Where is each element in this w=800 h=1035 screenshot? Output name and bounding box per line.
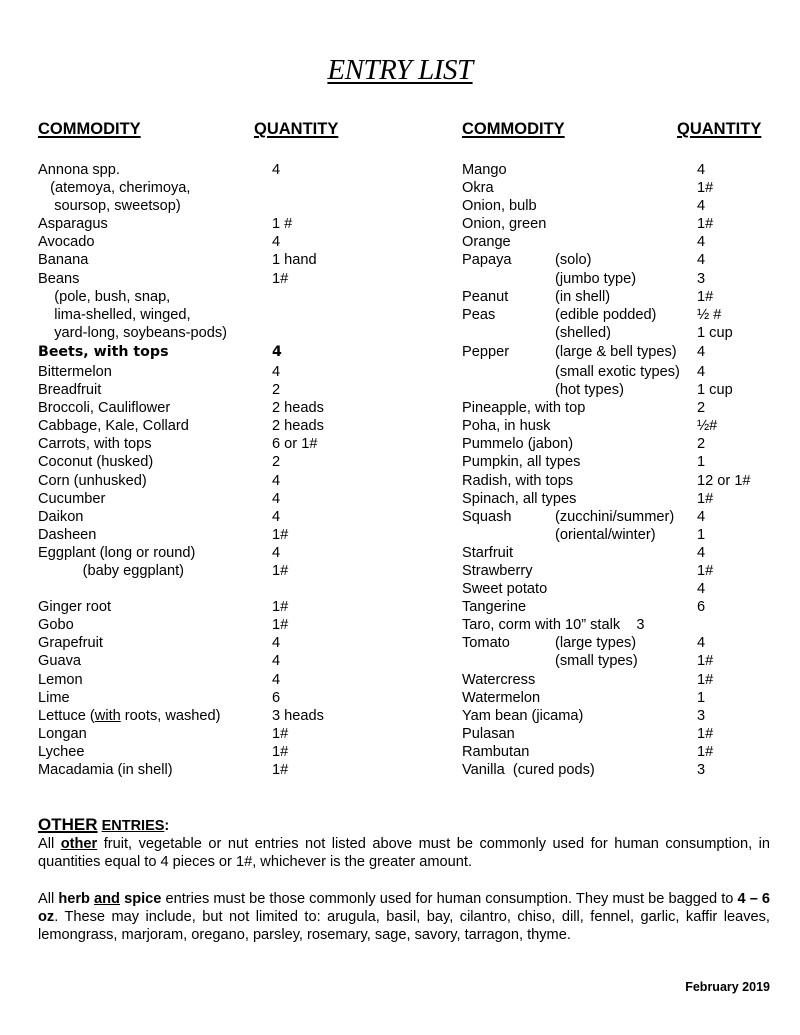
table-row bbox=[38, 453, 418, 471]
commodity-name: Annona spp. bbox=[38, 162, 120, 178]
commodity-variety: (large & bell types) bbox=[555, 343, 677, 360]
table-row bbox=[462, 671, 782, 689]
quantity-value: 1# bbox=[697, 653, 714, 670]
table-row bbox=[38, 399, 418, 417]
other-heading-small: ENTRIES bbox=[101, 818, 165, 834]
quantity-value: 1# bbox=[697, 743, 714, 760]
table-row bbox=[462, 652, 782, 670]
commodity-name: yard-long, soybeans-pods) bbox=[38, 324, 228, 341]
commodity-variety: (zucchini/summer) bbox=[555, 508, 675, 525]
table-row bbox=[38, 743, 418, 761]
table-row bbox=[462, 761, 782, 779]
table-row bbox=[462, 526, 782, 544]
table-row bbox=[38, 725, 418, 743]
table-row bbox=[38, 270, 418, 288]
commodity-name: Beans bbox=[38, 270, 80, 287]
commodity-variety: (in shell) bbox=[555, 288, 611, 305]
quantity-value: 4 bbox=[697, 581, 706, 598]
commodity-name: Carrots, with tops bbox=[38, 436, 152, 453]
page-title: ENTRY LIST bbox=[327, 54, 473, 86]
table-row bbox=[38, 580, 418, 598]
table-row bbox=[38, 544, 418, 562]
quantity-value: 1 bbox=[697, 454, 706, 471]
table-row bbox=[38, 472, 418, 490]
commodity-name: Spinach, all types bbox=[462, 490, 577, 507]
other-entries-heading bbox=[38, 815, 169, 835]
commodity-name: Mango bbox=[462, 162, 507, 178]
table-row bbox=[462, 342, 782, 363]
commodity-name: Daikon bbox=[38, 508, 84, 525]
quantity-header-right: QUANTITY bbox=[677, 120, 762, 138]
table-row bbox=[462, 453, 782, 471]
quantity-value: 4 bbox=[697, 508, 706, 525]
quantity-value: 6 bbox=[272, 689, 281, 706]
table-row bbox=[462, 743, 782, 761]
text-run: All bbox=[38, 891, 59, 907]
commodity-variety: (shelled) bbox=[555, 324, 611, 341]
table-row bbox=[38, 215, 418, 233]
commodity-name: Lychee bbox=[38, 743, 85, 760]
commodity-name: Avocado bbox=[38, 234, 95, 251]
quantity-value: 4 bbox=[272, 343, 282, 360]
quantity-value: 3 heads bbox=[272, 707, 324, 724]
table-row bbox=[462, 161, 782, 179]
quantity-value: 4 bbox=[697, 198, 706, 215]
commodity-variety: (oriental/winter) bbox=[555, 526, 656, 543]
table-row bbox=[38, 598, 418, 616]
table-row bbox=[38, 363, 418, 381]
table-row bbox=[38, 197, 418, 215]
table-row bbox=[462, 544, 782, 562]
commodity-name: Guava bbox=[38, 653, 81, 670]
quantity-value: 1 bbox=[697, 689, 706, 706]
commodity-name: Squash bbox=[462, 508, 512, 525]
left-commodity-list bbox=[38, 161, 418, 779]
table-row bbox=[38, 324, 418, 342]
table-row bbox=[462, 381, 782, 399]
commodity-name: Banana bbox=[38, 252, 89, 269]
text-run: . These may include, but not limited to: arugula, basil, bay, cilantro, chiso, dill, fennel, garlic, kaffir leaves, lemongrass, marjoram, oregano, parsley, rosemary, sage, savory, tarragon, thyme. bbox=[38, 909, 770, 944]
commodity-name: Okra bbox=[462, 180, 494, 197]
table-row bbox=[462, 233, 782, 251]
commodity-variety: (solo) bbox=[555, 252, 592, 269]
quantity-value: 3 bbox=[697, 270, 706, 287]
table-row bbox=[462, 417, 782, 435]
quantity-value: 1# bbox=[272, 725, 289, 742]
quantity-value: 4 bbox=[697, 234, 706, 251]
quantity-value: 4 bbox=[272, 671, 281, 688]
commodity-name: Lime bbox=[38, 689, 70, 706]
commodity-name: Yam bean (jicama) bbox=[462, 707, 584, 724]
commodity-name: (baby eggplant) bbox=[38, 562, 185, 579]
table-row bbox=[38, 306, 418, 324]
quantity-value: 1 cup bbox=[697, 382, 733, 399]
commodity-name bbox=[38, 707, 221, 725]
quantity-value: 12 or 1# bbox=[697, 472, 751, 489]
commodity-variety: (small types) bbox=[555, 653, 638, 670]
commodity-name: Strawberry bbox=[462, 562, 533, 579]
table-row bbox=[38, 342, 418, 363]
table-row bbox=[462, 689, 782, 707]
quantity-value: ½ # bbox=[697, 306, 722, 323]
commodity-variety: (small exotic types) bbox=[555, 363, 680, 380]
commodity-variety: (jumbo type) bbox=[555, 270, 637, 287]
commodity-name: soursop, sweetsop) bbox=[38, 198, 181, 215]
table-row bbox=[462, 616, 782, 634]
commodity-name: Pineapple, with top bbox=[462, 400, 586, 417]
commodity-name: Ginger root bbox=[38, 599, 112, 616]
table-row bbox=[462, 399, 782, 417]
commodity-name: Taro, corm with 10” stalk 3 bbox=[462, 617, 645, 634]
text-run: fruit, vegetable or nut entries not listed above must be commonly used for human consumption, in quantities equal to 4 pieces or 1#, whichever is the greater amount. bbox=[38, 836, 770, 871]
quantity-value: 2 bbox=[697, 400, 706, 417]
commodity-variety: (hot types) bbox=[555, 382, 624, 399]
text-run: Lettuce ( bbox=[38, 707, 95, 724]
commodity-name: Coconut (husked) bbox=[38, 454, 154, 471]
quantity-value: 1# bbox=[272, 526, 289, 543]
quantity-value: 4 bbox=[272, 544, 281, 561]
quantity-value: 2 heads bbox=[272, 418, 324, 435]
quantity-value: 1# bbox=[697, 562, 714, 579]
underlined-text: with bbox=[94, 707, 121, 724]
quantity-value: 1# bbox=[272, 617, 289, 634]
quantity-value: 1# bbox=[697, 725, 714, 742]
commodity-name: Broccoli, Cauliflower bbox=[38, 400, 171, 417]
table-row bbox=[462, 508, 782, 526]
commodity-name: Vanilla (cured pods) bbox=[462, 762, 595, 778]
quantity-value: 1# bbox=[272, 762, 289, 778]
right-commodity-list bbox=[462, 161, 782, 779]
other-heading-big: OTHER bbox=[38, 815, 98, 834]
quantity-value: 4 bbox=[272, 508, 281, 525]
table-row bbox=[38, 161, 418, 179]
commodity-name: Dasheen bbox=[38, 526, 97, 543]
table-row bbox=[462, 490, 782, 508]
commodity-variety: (large types) bbox=[555, 635, 637, 652]
text-run: All bbox=[38, 836, 61, 852]
quantity-value: 4 bbox=[697, 343, 706, 360]
table-row bbox=[38, 381, 418, 399]
commodity-name: Longan bbox=[38, 725, 87, 742]
table-row bbox=[462, 707, 782, 725]
table-row bbox=[38, 562, 418, 580]
quantity-value: 4 bbox=[272, 363, 281, 380]
quantity-value: 1# bbox=[697, 216, 714, 233]
quantity-value: 1# bbox=[272, 599, 289, 616]
quantity-value: 1# bbox=[697, 671, 714, 688]
commodity-variety: (edible podded) bbox=[555, 306, 657, 323]
quantity-value: 4 bbox=[272, 653, 281, 670]
emphasis-herb: herb bbox=[58, 891, 90, 907]
table-row bbox=[462, 270, 782, 288]
quantity-value: 2 heads bbox=[272, 400, 324, 417]
emphasis-and: and bbox=[94, 891, 120, 907]
quantity-value: 4 bbox=[272, 490, 281, 507]
quantity-value: 3 bbox=[697, 762, 706, 778]
commodity-name: Watermelon bbox=[462, 689, 541, 706]
commodity-header-left: COMMODITY bbox=[38, 120, 141, 138]
commodity-header-right: COMMODITY bbox=[462, 120, 565, 138]
commodity-name: Onion, bulb bbox=[462, 198, 537, 215]
quantity-value: 1# bbox=[272, 562, 289, 579]
commodity-name: Grapefruit bbox=[38, 635, 103, 652]
quantity-value: 4 bbox=[697, 544, 706, 561]
commodity-name: Peanut bbox=[462, 288, 509, 305]
table-row bbox=[38, 761, 418, 779]
commodity-name: Orange bbox=[462, 234, 511, 251]
table-row bbox=[38, 616, 418, 634]
table-row bbox=[38, 179, 418, 197]
commodity-name: Pepper bbox=[462, 343, 510, 360]
table-row bbox=[38, 490, 418, 508]
commodity-name: Radish, with tops bbox=[462, 472, 574, 489]
quantity-value: 2 bbox=[272, 454, 281, 471]
quantity-value: 1# bbox=[272, 270, 289, 287]
text-run: entries must be those commonly used for human consumption. They must be bagged to bbox=[161, 891, 738, 907]
quantity-value: 4 bbox=[272, 234, 281, 251]
commodity-name: Sweet potato bbox=[462, 581, 548, 598]
quantity-value: 3 bbox=[697, 707, 706, 724]
text-run: roots, washed) bbox=[120, 707, 221, 724]
commodity-name: Breadfruit bbox=[38, 382, 102, 399]
emphasis-other: other bbox=[60, 836, 98, 852]
other-entries-paragraph bbox=[38, 835, 770, 871]
herb-spice-paragraph bbox=[38, 890, 770, 945]
quantity-value: 4 bbox=[272, 472, 281, 489]
emphasis-spice: spice bbox=[124, 891, 162, 907]
table-row bbox=[462, 725, 782, 743]
quantity-value: 1 hand bbox=[272, 252, 317, 269]
table-row bbox=[38, 435, 418, 453]
table-row bbox=[462, 598, 782, 616]
table-row bbox=[38, 526, 418, 544]
table-row bbox=[38, 652, 418, 670]
quantity-value: 4 bbox=[272, 162, 281, 178]
quantity-value: 2 bbox=[697, 436, 706, 453]
quantity-value: 4 bbox=[697, 363, 706, 380]
commodity-name: Rambutan bbox=[462, 743, 530, 760]
table-row bbox=[462, 580, 782, 598]
quantity-value: 4 bbox=[697, 252, 706, 269]
table-row bbox=[38, 671, 418, 689]
quantity-value: 1# bbox=[272, 743, 289, 760]
commodity-name: Pummelo (jabon) bbox=[462, 436, 574, 453]
quantity-value: 6 bbox=[697, 599, 706, 616]
commodity-name: Papaya bbox=[462, 252, 512, 269]
commodity-name: Onion, green bbox=[462, 216, 547, 233]
quantity-value: 1# bbox=[697, 180, 714, 197]
commodity-name: Bittermelon bbox=[38, 363, 112, 380]
commodity-name: Beets, with tops bbox=[38, 343, 169, 360]
table-row bbox=[462, 288, 782, 306]
commodity-name: Corn (unhusked) bbox=[38, 472, 147, 489]
quantity-value: 1 # bbox=[272, 216, 293, 233]
commodity-name: Pulasan bbox=[462, 725, 515, 742]
table-row bbox=[462, 324, 782, 342]
commodity-name: Tomato bbox=[462, 635, 510, 652]
table-row bbox=[462, 197, 782, 215]
table-row bbox=[38, 707, 418, 725]
other-heading-colon: : bbox=[164, 818, 170, 834]
emphasis-weight: 4 – 6 oz bbox=[38, 891, 771, 926]
quantity-value: 1 bbox=[697, 526, 706, 543]
quantity-value: 1# bbox=[697, 288, 714, 305]
commodity-name: Eggplant (long or round) bbox=[38, 544, 196, 561]
table-row bbox=[462, 179, 782, 197]
table-row bbox=[462, 215, 782, 233]
commodity-name: Asparagus bbox=[38, 216, 108, 233]
commodity-name: Lemon bbox=[38, 671, 83, 688]
table-row bbox=[38, 417, 418, 435]
quantity-header-left: QUANTITY bbox=[254, 120, 339, 138]
commodity-name: (atemoya, cherimoya, bbox=[38, 180, 191, 197]
table-row bbox=[38, 508, 418, 526]
quantity-value: 4 bbox=[272, 635, 281, 652]
quantity-value: 2 bbox=[272, 382, 281, 399]
quantity-value: 1 cup bbox=[697, 324, 733, 341]
commodity-name: lima-shelled, winged, bbox=[38, 306, 191, 323]
quantity-value: 4 bbox=[697, 635, 706, 652]
quantity-value: 4 bbox=[697, 162, 706, 178]
table-row bbox=[38, 288, 418, 306]
table-row bbox=[38, 251, 418, 269]
commodity-name: Peas bbox=[462, 306, 496, 323]
footer-date: February 2019 bbox=[685, 980, 770, 994]
commodity-name: Watercress bbox=[462, 671, 536, 688]
table-row bbox=[462, 363, 782, 381]
commodity-name: Poha, in husk bbox=[462, 418, 551, 435]
quantity-value: 6 or 1# bbox=[272, 436, 318, 453]
commodity-name: Cabbage, Kale, Collard bbox=[38, 418, 189, 435]
table-row bbox=[462, 472, 782, 490]
commodity-name: Cucumber bbox=[38, 490, 106, 507]
commodity-name: Pumpkin, all types bbox=[462, 454, 581, 471]
table-row bbox=[462, 562, 782, 580]
table-row bbox=[38, 689, 418, 707]
table-row bbox=[462, 435, 782, 453]
commodity-name: Starfruit bbox=[462, 544, 514, 561]
commodity-name: Gobo bbox=[38, 617, 74, 634]
table-row bbox=[38, 634, 418, 652]
quantity-value: ½# bbox=[697, 418, 718, 435]
commodity-name: Tangerine bbox=[462, 599, 527, 616]
table-row bbox=[462, 306, 782, 324]
commodity-name: Macadamia (in shell) bbox=[38, 762, 173, 778]
table-row bbox=[38, 233, 418, 251]
table-row bbox=[462, 251, 782, 269]
commodity-name: (pole, bush, snap, bbox=[38, 288, 171, 305]
quantity-value: 1# bbox=[697, 490, 714, 507]
table-row bbox=[462, 634, 782, 652]
